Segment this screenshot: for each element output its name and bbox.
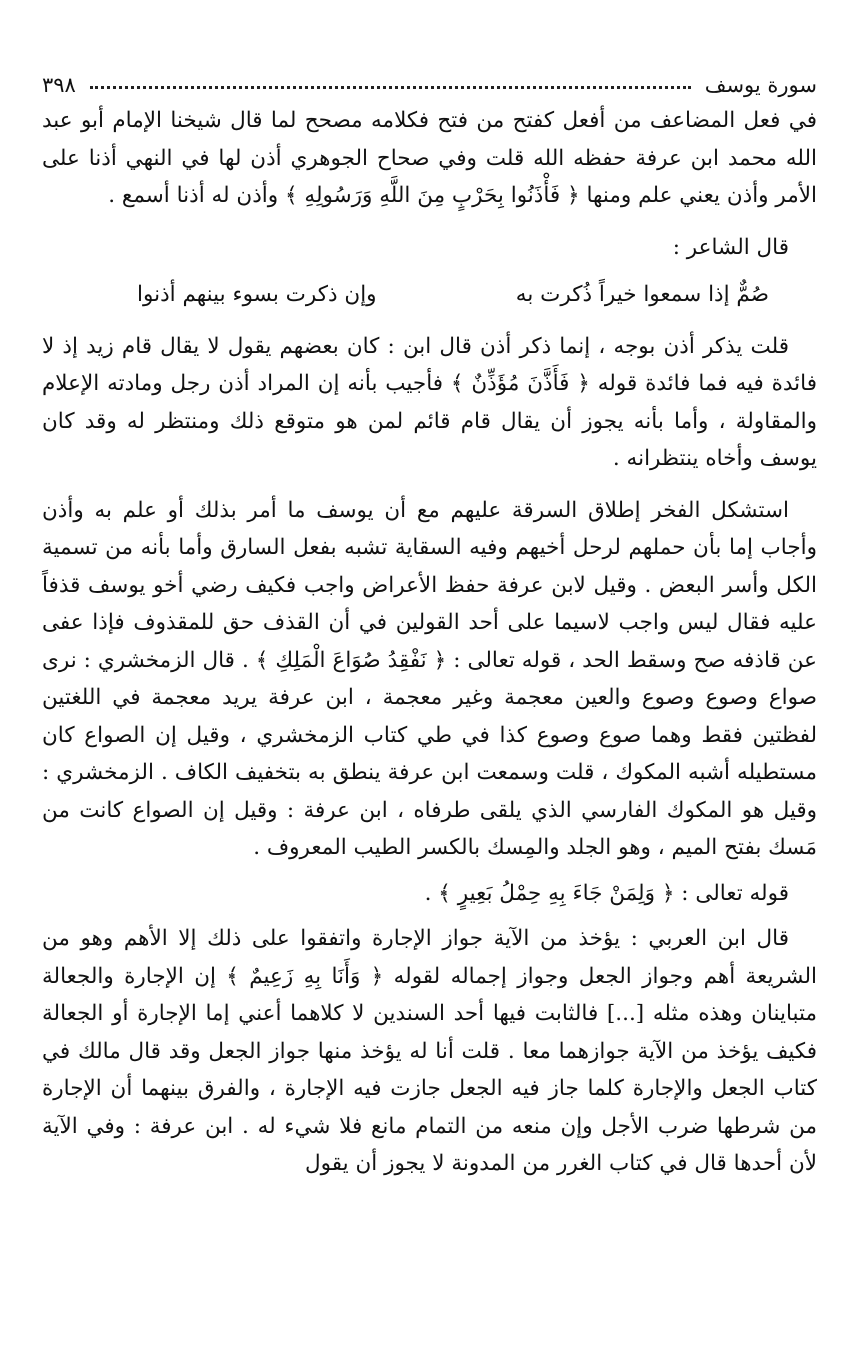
leader-dots: [90, 86, 691, 89]
book-page: [42, 68, 817, 1183]
poetry-verse: [42, 276, 817, 314]
paragraph-5: قوله تعالى : ﴿ وَلِمَنْ جَاءَ بِهِ حِمْلُ بَعِيرٍ ﴾ .: [424, 880, 789, 906]
paragraph-4: استشكل الفخر إطلاق السرقة عليهم مع أن يوسف ما أمر بذلك أو علم به وأذن وأجاب إما بأن حملهم لرحل أخيهم وفيه السقاية تشبه بفعل السارق وأما بأنه من تسمية الكل وأسر البعض . وقيل لابن عرفة حفظ الأعراض واجب فكيف رضي أخو يوسف قذفاً عليه فقال ليس واجب لاسيما على أحد القولين في أن القذف حق للمقذوف فإذا عفى عن قاذفه صح وسقط الحد ، قوله تعالى : ﴿ نَفْقِدُ صُوَاعَ الْمَلِكِ ﴾ . قال الزمخشري : نرى صواع وصوع وصوع والعين معجمة وغير معجمة ، ابن عرفة يريد معجمة في اللغتين لفظتين فقط وهما صوع وصوع كذا في طي كتاب الزمخشري ، وقيل إن الصواع كان مستطيله أشبه المكوك ، قلت وسمعت ابن عرفة ينطق به بتخفيف الكاف . الزمخشري : وقيل هو المكوك الفارسي الذي يلقى طرفاه ، ابن عرفة : وقيل إن الصواع كانت من مَسك بفتح الميم ، وهو الجلد والمِسك بالكسر الطيب المعروف .: [42, 497, 817, 860]
paragraph-1: في فعل المضاعف من أفعل كفتح من فتح فكلامه مصحح لما قال شيخنا الإمام أبو عبد الله محمد ابن عرفة حفظه الله قلت وفي صحاح الجوهري أذن لها في النهي أذنا على الأمر وأذن يعني علم ومنها ﴿ فَأْذَنُوا بِحَرْبٍ مِنَ اللَّهِ وَرَسُولِهِ ﴾ وأذن له أذنا أسمع .: [42, 108, 817, 208]
verse-first-hemistich: صُمٌّ إذا سمعوا خيراً ذُكرت به: [515, 282, 769, 307]
paragraph-3: قلت يذكر أذن بوجه ، إنما ذكر أذن قال ابن : كان بعضهم يقول لا يقال قام زيد إذ لا فائدة فيه فما فائدة قوله ﴿ فَأَذَّنَ مُؤَذِّنٌ ﴾ فأجيب بأنه إن المراد أذن رجل ومادته الإعلام والمقاولة ، وأما بأنه يجوز أن يقال قام قائم لمن هو متوقع ذلك ومنتظر له وقد كان يوسف وأخاه ينتظرانه .: [42, 333, 817, 471]
poet-intro: قال الشاعر :: [672, 234, 789, 260]
verse-second-hemistich: وإن ذكرت بسوء بينهم أذنوا: [137, 282, 377, 307]
page-number: ٣٩٨: [42, 73, 76, 97]
paragraph-6: قال ابن العربي : يؤخذ من الآية جواز الإجارة واتفقوا على ذلك إلا الأهم وهو من الشريعة أهم وجواز الجعل وجواز إجماله لقوله ﴿ وَأَنَا بِهِ زَعِيمٌ ﴾ إن الإجارة والجعالة متباينان وهذه مثله [...] فالثابت فيها أحد السندين لا كلاهما أعني إما الإجارة أو الجعالة فكيف يؤخذ من الآية جوازهما معا . قلت أنا له يؤخذ منها جواز الجعل وقد قال مالك في كتاب الجعل والإجارة كلما جاز فيه الجعل جازت فيه الإجارة ، والفرق بينهما أن الإجارة من شرطها ضرب الأجل وإن منعه من التمام مانع فلا شيء له . ابن عرفة : وفي الآية لأن أحدها قال في كتاب الغرر من المدونة لا يجوز أن يقول: [42, 926, 817, 1176]
surah-title: سورة يوسف: [704, 73, 817, 97]
running-head: [42, 68, 817, 102]
